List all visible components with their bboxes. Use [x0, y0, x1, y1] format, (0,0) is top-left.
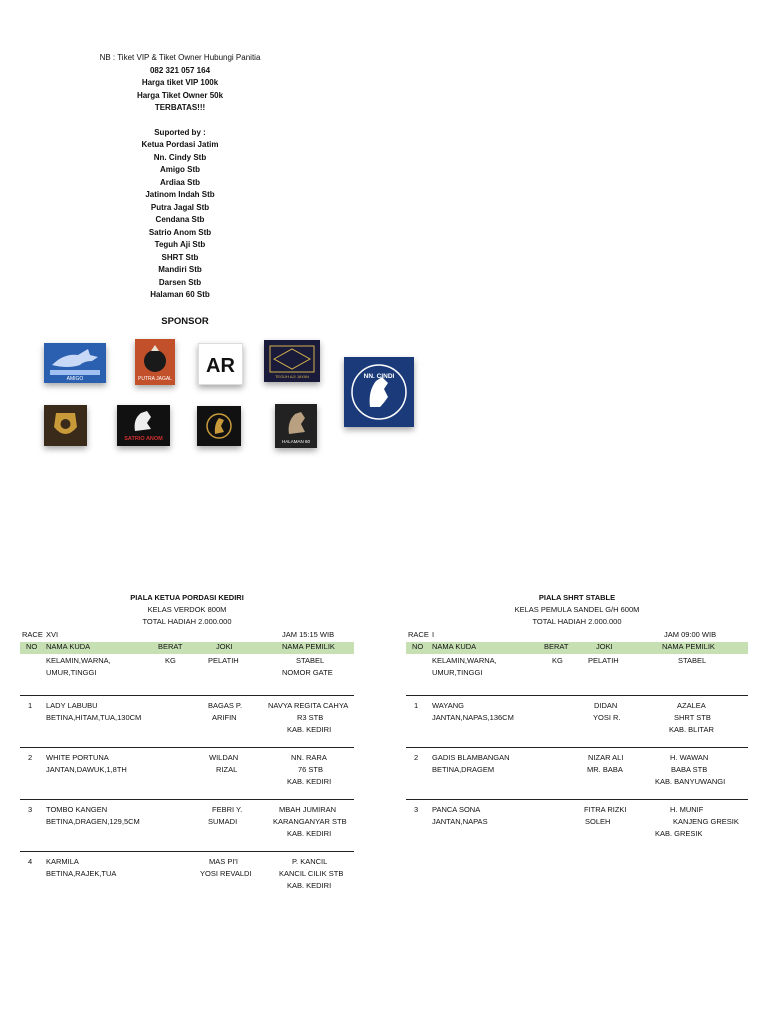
race-number: I — [432, 630, 435, 639]
col-name: NAMA KUDA — [432, 642, 477, 651]
entry-stable: KANJENG GRESIK — [673, 817, 739, 826]
entry-jockey: FEBRI Y. — [212, 805, 243, 814]
horse-logo-icon — [197, 406, 241, 446]
entry-stable: 76 STB — [298, 765, 324, 774]
entry-desc: JANTAN,NAPAS,136CM — [432, 713, 514, 722]
supporter-item: Halaman 60 Stb — [150, 290, 210, 299]
svg-text:TEGUH AJI JAYAN: TEGUH AJI JAYAN — [274, 374, 310, 379]
entry-city: KAB. KEDIRI — [287, 829, 332, 838]
supporter-item: Nn. Cindy Stb — [153, 152, 207, 162]
entry-desc: BETINA,HITAM,TUA,130CM — [46, 713, 142, 722]
entry-owner: NAVYA REGITA CAHYA — [268, 701, 349, 710]
entry-trainer: MR. BABA — [587, 765, 623, 774]
sub-trainer: PELATIH — [208, 656, 239, 665]
entry-name: LADY LABUBU — [46, 701, 98, 710]
race-time: JAM 15:15 WIB — [282, 630, 335, 639]
race-info-line — [20, 630, 354, 642]
entry-jockey: FITRA RIZKI — [584, 805, 627, 814]
supporter-item: Darsen Stb — [158, 277, 202, 287]
race-info-line — [406, 630, 748, 642]
col-owner: NAMA PEMILIK — [662, 642, 715, 651]
entry-owner: NN. RARA — [291, 753, 327, 762]
sponsor-logo-gold — [197, 406, 241, 446]
supporter-item: SHRT Stb — [161, 252, 199, 262]
notice-vip-price: Harga tiket VIP 100k — [141, 78, 219, 87]
horse-logo-icon — [275, 404, 317, 448]
entry-jockey: WILDAN — [209, 753, 239, 762]
entry-owner: MBAH JUMIRAN — [279, 805, 337, 814]
sub-weight: KG — [165, 656, 176, 665]
sponsor-logo-satrio-anom — [117, 405, 170, 446]
entry-owner: P. KANCIL — [292, 857, 328, 866]
sub-name-b: UMUR,TINGGI — [46, 668, 97, 677]
sponsor-logo-crest — [44, 405, 87, 446]
col-name: NAMA KUDA — [46, 642, 91, 651]
entry-stable: BABA STB — [671, 765, 708, 774]
race-prize: TOTAL HADIAH 2.000.000 — [142, 617, 232, 626]
entry-trainer: RIZAL — [216, 765, 238, 774]
race-class: KELAS VERDOK 800M — [147, 605, 227, 614]
col-jockey: JOKI — [596, 642, 613, 651]
entry-city: KAB. KEDIRI — [287, 725, 332, 734]
entry-stable: R3 STB — [297, 713, 324, 722]
ar-logo-icon — [199, 344, 242, 384]
entry-no: 2 — [28, 753, 33, 762]
entry-trainer: ARIFIN — [212, 713, 237, 722]
entry-city: KAB. BANYUWANGI — [655, 777, 726, 786]
table-row — [20, 747, 354, 784]
supporter-item: Putra Jagal Stb — [150, 202, 210, 212]
sponsor-logo-halaman-60 — [275, 404, 317, 448]
entry-owner: H. WAWAN — [670, 753, 709, 762]
entry-desc: JANTAN,NAPAS — [432, 817, 488, 826]
race-prize: TOTAL HADIAH 2.000.000 — [532, 617, 622, 626]
sub-name-a: KELAMIN,WARNA, — [46, 656, 111, 665]
entry-desc: BETINA,DRAGEM — [432, 765, 495, 774]
entry-owner: AZALEA — [677, 701, 706, 710]
race-title: PIALA KETUA PORDASI KEDIRI — [130, 593, 244, 602]
entry-name: WAYANG — [432, 701, 464, 710]
entry-trainer: SUMADI — [208, 817, 238, 826]
entry-name: WHITE PORTUNA — [46, 753, 109, 762]
notice-phone: 082 321 057 164 — [149, 65, 211, 75]
entry-no: 3 — [414, 805, 419, 814]
table-header — [406, 642, 748, 654]
entry-stable: SHRT STB — [674, 713, 711, 722]
supporter-item: Jatinom Indah Stb — [145, 190, 215, 199]
entry-city: KAB. KEDIRI — [287, 777, 332, 786]
supporter-item: Satrio Anom Stb — [148, 227, 212, 237]
svg-text:HALAMAN 60: HALAMAN 60 — [281, 439, 311, 444]
supporter-item: Ketua Pordasi Jatim — [141, 140, 219, 149]
sub-name-b: UMUR,TINGGI — [432, 668, 483, 677]
col-no: NO — [26, 642, 38, 651]
svg-text:PUTRA JAGAL: PUTRA JAGAL — [138, 376, 172, 382]
sponsor-logo-putra-jagal — [135, 339, 175, 385]
entry-desc: JANTAN,DAWUK,1,8TH — [46, 765, 127, 774]
horse-logo-icon — [44, 343, 106, 383]
entry-name: PANCA SONA — [432, 805, 481, 814]
sub-name-a: KELAMIN,WARNA, — [432, 656, 497, 665]
entry-city: KAB. KEDIRI — [287, 881, 332, 890]
svg-text:NN. CINDI: NN. CINDI — [363, 373, 395, 380]
table-row — [20, 851, 354, 888]
table-row — [406, 695, 748, 732]
entry-name: GADIS BLAMBANGAN — [432, 753, 510, 762]
supporter-item: Cendana Stb — [155, 215, 205, 224]
entry-name: KARMILA — [46, 857, 79, 866]
entry-trainer: YOSI REVALDI — [200, 869, 252, 878]
entry-jockey: NIZAR ALI — [588, 753, 624, 762]
table-row — [20, 799, 354, 836]
sub-stable: STABEL — [678, 656, 707, 665]
entry-stable: KARANGANYAR STB — [273, 817, 347, 826]
entry-desc: BETINA,DRAGEN,129,5CM — [46, 817, 140, 826]
entry-trainer: YOSI R. — [593, 713, 621, 722]
supporter-item: Ardiaa Stb — [159, 177, 200, 187]
entry-name: TOMBO KANGEN — [46, 805, 108, 814]
sponsor-logo-ar — [198, 343, 243, 385]
table-row — [20, 695, 354, 732]
sub-weight: KG — [552, 656, 563, 665]
col-weight: BERAT — [158, 642, 183, 651]
notice-limited: TERBATAS!!! — [154, 103, 206, 112]
race-card-left — [20, 592, 354, 888]
table-row — [406, 747, 748, 784]
sub-gate: NOMOR GATE — [282, 668, 333, 677]
entry-jockey: DIDAN — [594, 701, 618, 710]
entry-jockey: BAGAS P. — [208, 701, 243, 710]
table-subheader — [406, 654, 748, 680]
notice-line: NB : Tiket VIP & Tiket Owner Hubungi Panitia — [99, 53, 261, 62]
rooster-logo-icon — [135, 339, 175, 385]
race-title: PIALA SHRT STABLE — [538, 593, 616, 602]
entry-desc: BETINA,RAJEK,TUA — [46, 869, 117, 878]
supporter-item: Mandiri Stb — [158, 265, 202, 274]
table-row — [406, 799, 748, 836]
race-label: RACE — [408, 630, 429, 639]
sub-stable: STABEL — [296, 656, 325, 665]
svg-text:AMIGO: AMIGO — [66, 376, 84, 382]
sponsor-logo-amigo — [44, 343, 106, 383]
entry-owner: H. MUNIF — [670, 805, 704, 814]
entry-no: 1 — [414, 701, 419, 710]
sponsor-logo-nn-cindi — [344, 357, 414, 427]
supporter-item: Amigo Stb — [160, 165, 200, 174]
entry-no: 2 — [414, 753, 419, 762]
entry-no: 3 — [28, 805, 33, 814]
table-header — [20, 642, 354, 654]
table-subheader — [20, 654, 354, 680]
race-label: RACE — [22, 630, 43, 639]
entry-city: KAB. BLITAR — [669, 725, 714, 734]
race-time: JAM 09:00 WIB — [664, 630, 717, 639]
svg-text:SATRIO ANOM: SATRIO ANOM — [124, 436, 163, 442]
crest-logo-icon — [44, 405, 87, 446]
col-jockey: JOKI — [216, 642, 233, 651]
ticket-notice — [80, 52, 280, 302]
supported-by-label: Suported by : — [154, 127, 206, 137]
entry-trainer: SOLEH — [585, 817, 611, 826]
race-number: XVI — [46, 630, 59, 639]
entry-jockey: MAS PI'I — [209, 857, 238, 866]
svg-text:AR: AR — [206, 355, 235, 377]
col-weight: BERAT — [544, 642, 569, 651]
col-owner: NAMA PEMILIK — [282, 642, 335, 651]
entry-no: 4 — [28, 857, 33, 866]
sub-trainer: PELATIH — [588, 656, 619, 665]
col-no: NO — [412, 642, 424, 651]
emblem-logo-icon — [264, 340, 320, 382]
race-class: KELAS PEMULA SANDEL G/H 600M — [514, 605, 640, 614]
horse-logo-icon — [117, 405, 170, 446]
entry-stable: KANCIL CILIK STB — [279, 869, 344, 878]
supporter-item: Teguh Aji Stb — [154, 240, 206, 249]
sponsor-title: SPONSOR — [161, 316, 209, 327]
notice-owner-price: Harga Tiket Owner 50k — [136, 90, 224, 100]
race-card-right — [406, 592, 748, 836]
entry-city: KAB. GRESIK — [655, 829, 703, 838]
sponsor-logo-teguh-aji — [264, 340, 320, 382]
entry-no: 1 — [28, 701, 33, 710]
horse-head-logo-icon — [344, 357, 414, 427]
